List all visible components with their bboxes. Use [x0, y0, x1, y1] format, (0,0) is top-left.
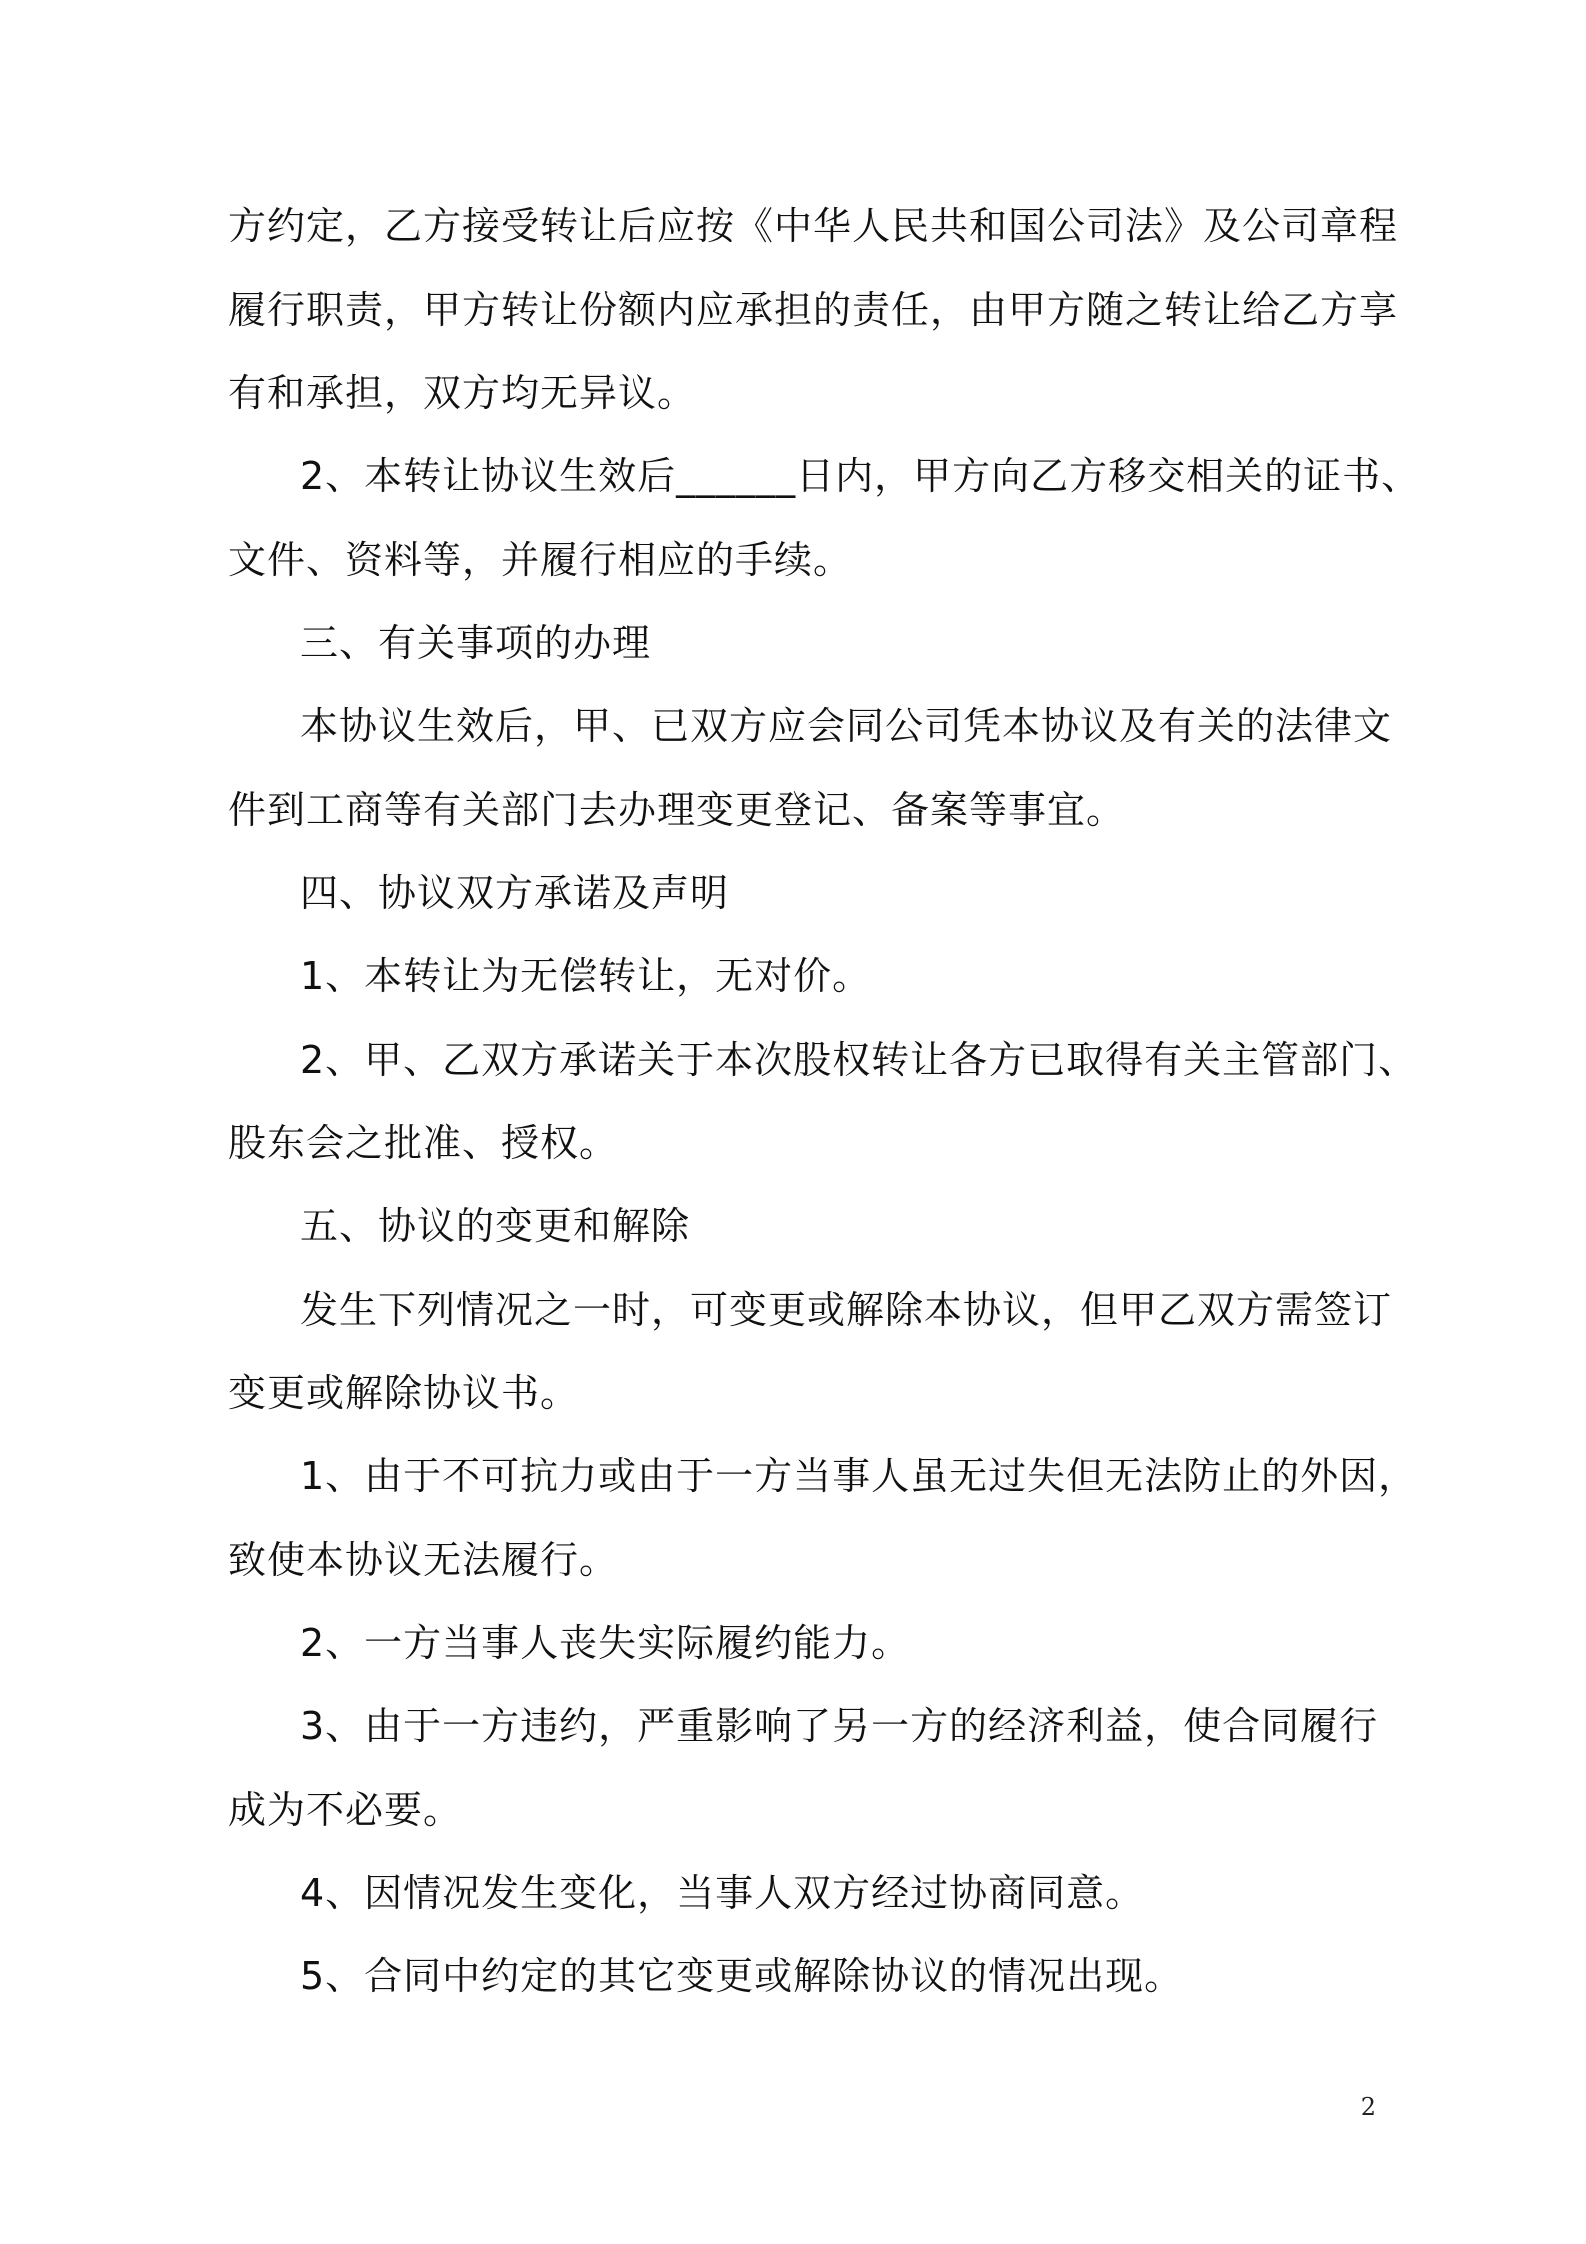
- text-line: 变更或解除协议书。: [228, 1371, 580, 1415]
- text-line: 4、因情况发生变化，当事人双方经过协商同意。: [300, 1871, 1145, 1915]
- text-line: 2、甲、乙双方承诺关于本次股权转让各方已取得有关主管部门、: [300, 1038, 1418, 1082]
- text-line: 5、合同中约定的其它变更或解除协议的情况出现。: [300, 1954, 1184, 1998]
- text-line: 2、本转让协议生效后______日内，甲方向乙方移交相关的证书、: [300, 454, 1421, 498]
- section-heading: 四、协议双方承诺及声明: [300, 871, 730, 915]
- text-line: 成为不必要。: [228, 1788, 463, 1832]
- text-line: 文件、资料等，并履行相应的手续。: [228, 538, 853, 582]
- text-line: 2、一方当事人丧失实际履约能力。: [300, 1621, 911, 1665]
- text-line: 股东会之批准、授权。: [228, 1121, 619, 1165]
- text-line: 本协议生效后，甲、已双方应会同公司凭本协议及有关的法律文: [300, 704, 1393, 748]
- text-line: 1、由于不可抗力或由于一方当事人虽无过失但无法防止的外因，: [300, 1454, 1418, 1498]
- text-line: 3、由于一方违约，严重影响了另一方的经济利益，使合同履行: [300, 1704, 1379, 1748]
- text-line: 有和承担，双方均无异议。: [228, 371, 697, 415]
- text-line: 件到工商等有关部门去办理变更登记、备案等事宜。: [228, 788, 1126, 832]
- text-line: 履行职责，甲方转让份额内应承担的责任，由甲方随之转让给乙方享: [228, 288, 1399, 332]
- section-heading: 五、协议的变更和解除: [300, 1204, 691, 1248]
- text-line: 方约定，乙方接受转让后应按《中华人民共和国公司法》及公司章程: [228, 204, 1399, 248]
- section-heading: 三、有关事项的办理: [300, 621, 652, 665]
- page-number: 2: [1360, 2093, 1376, 2121]
- text-line: 1、本转让为无偿转让，无对价。: [300, 954, 872, 998]
- text-line: 发生下列情况之一时，可变更或解除本协议，但甲乙双方需签订: [300, 1288, 1393, 1332]
- text-line: 致使本协议无法履行。: [228, 1538, 619, 1582]
